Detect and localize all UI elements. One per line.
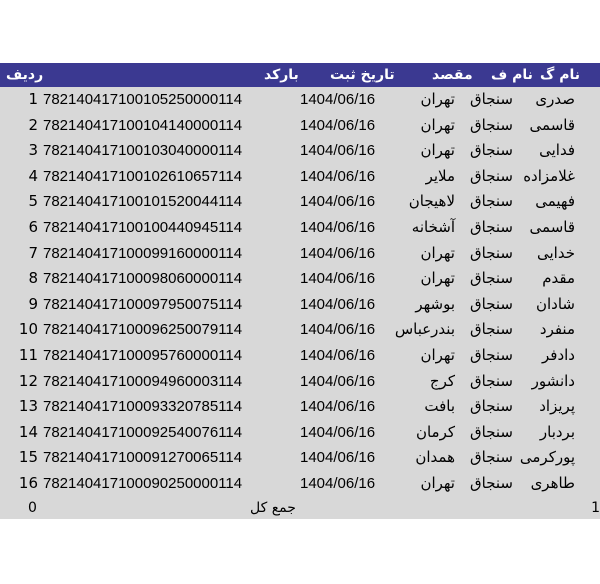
row-index: 2 [28, 115, 38, 134]
row-receiver: منفرد [539, 320, 575, 339]
row-date: 1404/06/16 [300, 449, 376, 467]
row-barcode: 782140417100096250079114 [43, 321, 243, 339]
row-barcode: 782140417100097950075114 [43, 295, 243, 313]
table-row [0, 369, 600, 395]
table-row [0, 241, 600, 267]
row-barcode: 782140417100105250000114 [43, 91, 243, 108]
table-row [0, 292, 600, 318]
row-sender: سنجاق [470, 294, 513, 313]
row-barcode: 782140417100103040000114 [43, 142, 243, 160]
row-receiver: مقدم [542, 269, 575, 288]
header-destination: مقصد [432, 67, 473, 83]
row-destination: آشخانه [411, 217, 455, 236]
row-barcode: 782140417100100440945114 [43, 218, 243, 236]
row-receiver: غلامزاده [523, 166, 575, 185]
row-sender: سنجاق [470, 320, 513, 339]
row-index: 12 [18, 371, 38, 390]
row-sender: سنجاق [470, 397, 513, 416]
row-sender: سنجاق [470, 345, 513, 364]
row-destination: تهران [420, 90, 455, 108]
table-row [0, 394, 600, 420]
table-row [0, 138, 600, 164]
row-barcode: 782140417100093320785114 [43, 398, 243, 416]
row-date: 1404/06/16 [300, 321, 376, 339]
row-receiver: دانشور [531, 371, 575, 390]
row-date: 1404/06/16 [300, 398, 376, 416]
row-receiver: فدایی [539, 141, 575, 160]
row-index: 8 [28, 269, 38, 288]
row-receiver: قاسمی [529, 217, 575, 236]
row-destination: ملایر [425, 166, 455, 185]
row-receiver: پریزاد [539, 397, 575, 416]
row-receiver: شادان [535, 294, 575, 313]
row-index: 5 [28, 192, 38, 211]
header-sender: نام ف [491, 67, 533, 83]
row-destination: بوشهر [415, 294, 455, 313]
row-receiver: طاهری [530, 473, 575, 492]
table-row [0, 87, 600, 113]
table-row [0, 215, 600, 241]
table-row [0, 164, 600, 190]
row-barcode: 782140417100091270065114 [43, 449, 243, 467]
edge-value: 1 [591, 499, 600, 516]
header-receiver: نام گ [540, 67, 580, 83]
row-date: 1404/06/16 [300, 270, 376, 288]
row-sender: سنجاق [470, 269, 513, 288]
table-footer [0, 497, 600, 519]
table-row [0, 317, 600, 343]
row-index: 15 [18, 448, 38, 467]
row-destination: بندرعباس [394, 320, 455, 339]
header-barcode: بارکد [264, 67, 299, 83]
table-row [0, 445, 600, 471]
total-value: 0 [28, 499, 37, 516]
table-body [0, 87, 600, 497]
row-barcode: 782140417100104140000114 [43, 116, 243, 134]
row-date: 1404/06/16 [300, 474, 376, 492]
row-barcode: 782140417100098060000114 [43, 270, 243, 288]
row-date: 1404/06/16 [300, 244, 376, 262]
row-sender: سنجاق [470, 371, 513, 390]
row-destination: بافت [424, 397, 455, 416]
table-row [0, 266, 600, 292]
row-barcode: 782140417100099160000114 [43, 244, 243, 262]
row-destination: تهران [420, 115, 455, 134]
row-index: 4 [28, 166, 38, 185]
row-sender: سنجاق [470, 448, 513, 467]
row-sender: سنجاق [470, 166, 513, 185]
row-barcode: 782140417100092540076114 [43, 423, 243, 441]
row-destination: کرج [429, 371, 455, 390]
row-date: 1404/06/16 [300, 142, 376, 160]
row-sender: سنجاق [470, 90, 513, 108]
row-sender: سنجاق [470, 217, 513, 236]
row-receiver: بردبار [539, 422, 575, 441]
row-index: 14 [18, 422, 38, 441]
row-sender: سنجاق [470, 192, 513, 211]
table-header [0, 63, 600, 87]
row-receiver: فهیمی [535, 192, 575, 211]
row-destination: همدان [415, 448, 455, 467]
row-barcode: 782140417100095760000114 [43, 346, 243, 364]
row-destination: کرمان [415, 422, 455, 441]
row-index: 6 [28, 217, 38, 236]
row-index: 1 [28, 90, 38, 108]
row-receiver: خدایی [537, 243, 575, 262]
row-date: 1404/06/16 [300, 372, 376, 390]
total-label: جمع کل [250, 499, 296, 516]
row-date: 1404/06/16 [300, 346, 376, 364]
row-destination: تهران [420, 243, 455, 262]
row-destination: تهران [420, 141, 455, 160]
row-date: 1404/06/16 [300, 167, 376, 185]
row-sender: سنجاق [470, 422, 513, 441]
report-sheet [0, 63, 600, 519]
row-sender: سنجاق [470, 243, 513, 262]
row-receiver: پورکرمی [519, 448, 575, 467]
row-receiver: قاسمی [529, 115, 575, 134]
header-index: ردیف [6, 67, 44, 83]
table-row [0, 189, 600, 215]
row-date: 1404/06/16 [300, 218, 376, 236]
row-receiver: دادفر [542, 345, 575, 364]
row-date: 1404/06/16 [300, 295, 376, 313]
row-destination: تهران [420, 345, 455, 364]
row-index: 10 [18, 320, 38, 339]
row-destination: تهران [420, 269, 455, 288]
row-barcode: 782140417100094960003114 [43, 372, 243, 390]
row-index: 13 [18, 397, 38, 416]
row-destination: لاهیجان [408, 192, 455, 211]
row-index: 7 [28, 243, 38, 262]
table-row [0, 113, 600, 139]
header-date: تاریخ ثبت [330, 67, 395, 83]
row-barcode: 782140417100101520044114 [43, 193, 243, 211]
row-date: 1404/06/16 [300, 91, 376, 108]
table-row [0, 471, 600, 497]
row-date: 1404/06/16 [300, 116, 376, 134]
row-index: 9 [28, 294, 38, 313]
row-sender: سنجاق [470, 473, 513, 492]
row-date: 1404/06/16 [300, 423, 376, 441]
row-date: 1404/06/16 [300, 193, 376, 211]
row-index: 11 [18, 345, 38, 364]
row-index: 3 [28, 141, 38, 160]
row-barcode: 782140417100090250000114 [43, 474, 243, 492]
row-barcode: 782140417100102610657114 [43, 167, 243, 185]
row-index: 16 [18, 473, 38, 492]
row-destination: تهران [420, 473, 455, 492]
table-row [0, 420, 600, 446]
row-receiver: صدری [535, 90, 575, 108]
row-sender: سنجاق [470, 141, 513, 160]
row-sender: سنجاق [470, 115, 513, 134]
table-row [0, 343, 600, 369]
